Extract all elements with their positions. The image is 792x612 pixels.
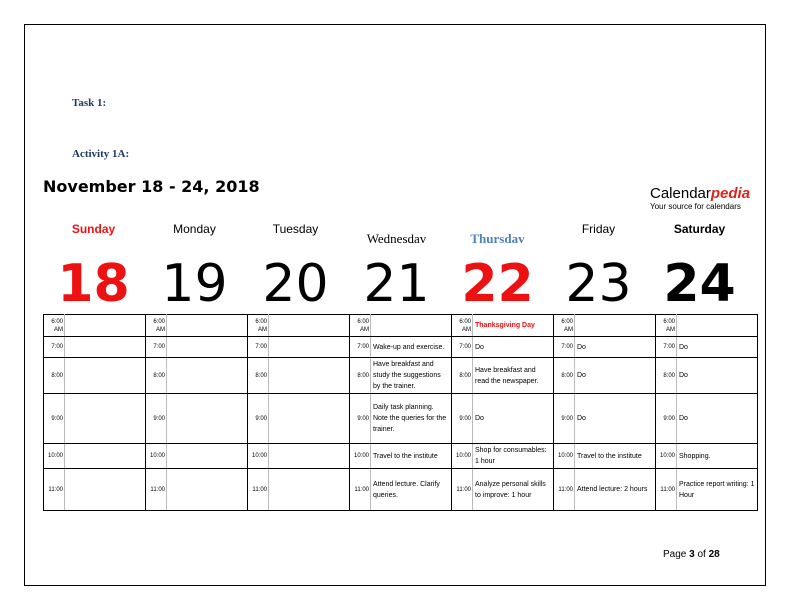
time-cell: 7:00 (554, 337, 575, 358)
entry-cell: Travel to the institute (371, 444, 452, 469)
entry-cell (269, 358, 350, 394)
entry-cell: Travel to the institute (575, 444, 656, 469)
entry-cell: Attend lecture: 2 hours (575, 469, 656, 511)
time-cell: 9:00 (452, 394, 473, 444)
time-cell: 6:00 AM (452, 315, 473, 337)
time-cell: 8:00 (350, 358, 371, 394)
time-cell: 9:00 (350, 394, 371, 444)
page-number (663, 549, 720, 560)
entry-cell (371, 315, 452, 337)
page-total: 28 (708, 549, 720, 560)
time-cell: 10:00 (248, 444, 269, 469)
time-cell: 7:00 (248, 337, 269, 358)
table-row (44, 444, 758, 469)
day-number-tuesday: 20 (262, 254, 329, 314)
entry-cell (575, 315, 656, 337)
day-name-thursday: Thursdav (470, 231, 525, 246)
entry-cell (65, 469, 146, 511)
entry-cell (65, 315, 146, 337)
time-cell: 8:00 (452, 358, 473, 394)
time-cell: 6:00 AM (350, 315, 371, 337)
day-name-wednesday: Wednesdav (366, 231, 427, 246)
time-cell: 9:00 (146, 394, 167, 444)
entry-cell (167, 358, 248, 394)
task-heading: Task 1: (72, 97, 107, 109)
page-of: of (697, 549, 706, 560)
time-cell: 10:00 (146, 444, 167, 469)
entry-cell (677, 315, 758, 337)
entry-cell (167, 444, 248, 469)
entry-cell: Do (677, 358, 758, 394)
entry-cell (167, 394, 248, 444)
time-cell: 8:00 (554, 358, 575, 394)
time-cell: 9:00 (554, 394, 575, 444)
time-cell: 7:00 (656, 337, 677, 358)
table-row (44, 394, 758, 444)
logo-accent-text: pedia (710, 185, 751, 202)
time-cell: 9:00 (44, 394, 65, 444)
entry-cell: Do (677, 394, 758, 444)
time-cell: 7:00 (350, 337, 371, 358)
entry-cell: Wake-up and exercise. (371, 337, 452, 358)
schedule-table (43, 314, 758, 511)
time-cell: 11:00 (452, 469, 473, 511)
time-cell: 6:00 AM (146, 315, 167, 337)
page-prefix: Page (663, 549, 687, 560)
time-cell: 10:00 (350, 444, 371, 469)
entry-cell (269, 469, 350, 511)
time-cell: 11:00 (44, 469, 65, 511)
table-row (44, 337, 758, 358)
entry-cell (65, 394, 146, 444)
time-cell: 11:00 (248, 469, 269, 511)
time-cell: 8:00 (44, 358, 65, 394)
page-current: 3 (689, 549, 695, 560)
time-cell: 10:00 (44, 444, 65, 469)
time-cell: 8:00 (656, 358, 677, 394)
entry-cell (269, 444, 350, 469)
day-name-saturday: Saturday (673, 222, 726, 236)
entry-cell (65, 358, 146, 394)
entry-cell: Attend lecture. Clarify queries. (371, 469, 452, 511)
entry-cell (65, 444, 146, 469)
day-name-friday: Friday (581, 222, 616, 236)
time-cell: 11:00 (656, 469, 677, 511)
table-row (44, 469, 758, 511)
entry-cell: Do (575, 358, 656, 394)
entry-cell: Have breakfast and read the newspaper. (473, 358, 554, 394)
time-cell: 6:00 AM (248, 315, 269, 337)
time-cell: 11:00 (350, 469, 371, 511)
entry-cell: Analyze personal skills to improve: 1 hour (473, 469, 554, 511)
time-cell: 6:00 AM (656, 315, 677, 337)
logo-tagline: Your source for calendars (650, 202, 741, 211)
time-cell: 7:00 (452, 337, 473, 358)
entry-cell: Do (473, 394, 554, 444)
time-cell: 11:00 (146, 469, 167, 511)
day-number-friday: 23 (565, 254, 632, 314)
time-cell: 7:00 (44, 337, 65, 358)
time-cell: 7:00 (146, 337, 167, 358)
day-name-monday: Monday (173, 222, 216, 236)
entry-cell: Thanksgiving Day (473, 315, 554, 337)
entry-cell (269, 315, 350, 337)
time-cell: 8:00 (248, 358, 269, 394)
entry-cell (167, 315, 248, 337)
time-cell: 10:00 (554, 444, 575, 469)
time-cell: 10:00 (452, 444, 473, 469)
time-cell: 11:00 (554, 469, 575, 511)
entry-cell: Do (575, 337, 656, 358)
day-number-monday: 19 (161, 254, 228, 314)
time-cell: 10:00 (656, 444, 677, 469)
entry-cell: Do (473, 337, 554, 358)
entry-cell (167, 337, 248, 358)
day-number-sunday: 18 (57, 254, 130, 314)
calendarpedia-logo (650, 186, 750, 212)
table-row (44, 358, 758, 394)
time-cell: 9:00 (248, 394, 269, 444)
entry-cell: Do (677, 337, 758, 358)
time-cell: 6:00 AM (44, 315, 65, 337)
activity-heading: Activity 1A: (72, 148, 130, 160)
entry-cell (167, 469, 248, 511)
entry-cell: Practice report writing: 1 Hour (677, 469, 758, 511)
week-title: November 18 - 24, 2018 (43, 177, 260, 196)
day-number-saturday: 24 (663, 254, 736, 314)
entry-cell: Daily task planning. Note the queries for the trainer. (371, 394, 452, 444)
time-cell: 8:00 (146, 358, 167, 394)
entry-cell: Shopping. (677, 444, 758, 469)
day-name-sunday: Sunday (71, 222, 116, 236)
entry-cell (65, 337, 146, 358)
logo-main-text: Calendar (650, 185, 711, 202)
entry-cell: Have breakfast and study the suggestions by the trainer. (371, 358, 452, 394)
entry-cell: Do (575, 394, 656, 444)
entry-cell (269, 337, 350, 358)
time-cell: 6:00 AM (554, 315, 575, 337)
time-cell: 9:00 (656, 394, 677, 444)
day-name-tuesday: Tuesday (272, 222, 319, 236)
entry-cell: Shop for consumables: 1 hour (473, 444, 554, 469)
day-number-wednesday: 21 (363, 254, 430, 314)
day-number-thursday: 22 (461, 254, 534, 314)
entry-cell (269, 394, 350, 444)
table-row (44, 315, 758, 337)
